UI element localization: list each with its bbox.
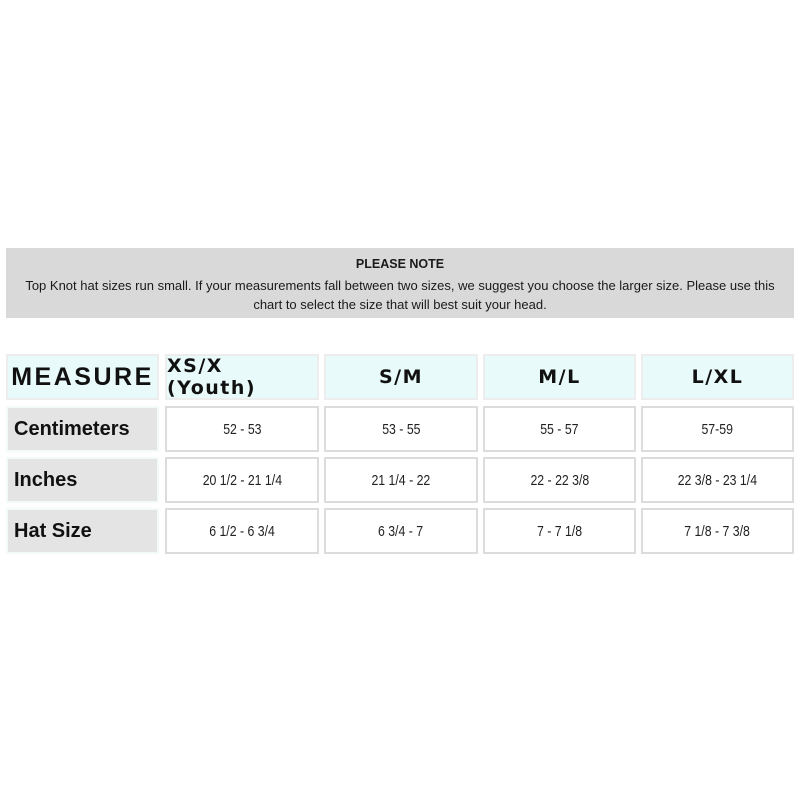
table-cell (483, 508, 636, 554)
table-cell (641, 457, 794, 503)
table-cell (641, 406, 794, 452)
row-label-hat-size: Hat Size (6, 508, 159, 554)
table-cell (324, 508, 478, 554)
cell-value: 6 3/4 - 7 (378, 522, 424, 540)
row-label-centimeters: Centimeters (6, 406, 159, 452)
cell-value: 57-59 (701, 420, 734, 438)
table-cell (165, 457, 319, 503)
cell-value: 52 - 53 (222, 420, 262, 438)
cell-value: 7 - 7 1/8 (536, 522, 583, 540)
cell-value: 20 1/2 - 21 1/4 (202, 471, 282, 489)
cell-value: 22 - 22 3/8 (530, 471, 589, 489)
cell-value: 6 1/2 - 6 3/4 (209, 522, 275, 540)
header-s-m: S/M (324, 354, 478, 400)
cell-value: 7 1/8 - 7 3/8 (684, 522, 751, 540)
table-cell (483, 406, 636, 452)
row-label-inches: Inches (6, 457, 159, 503)
table-cell (324, 406, 478, 452)
cell-value: 55 - 57 (540, 420, 579, 438)
cell-value: 21 1/4 - 22 (371, 471, 431, 489)
table-cell (165, 406, 319, 452)
header-xs-youth: XS/X (Youth) (165, 354, 319, 400)
header-measure: MEASURE (6, 354, 159, 400)
please-note-banner (6, 248, 794, 318)
table-cell (483, 457, 636, 503)
header-m-l: M/L (483, 354, 636, 400)
header-l-xl: L/XL (641, 354, 794, 400)
cell-value: 22 3/8 - 23 1/4 (677, 471, 758, 489)
table-cell (641, 508, 794, 554)
note-body: Top Knot hat sizes run small. If your measurements fall between two sizes, we suggest you choose the larger size. Please use this chart to select the size that will best suit your head. (25, 278, 775, 312)
cell-value: 53 - 55 (381, 420, 421, 438)
note-title: PLEASE NOTE (355, 257, 445, 271)
table-cell (324, 457, 478, 503)
table-cell (165, 508, 319, 554)
